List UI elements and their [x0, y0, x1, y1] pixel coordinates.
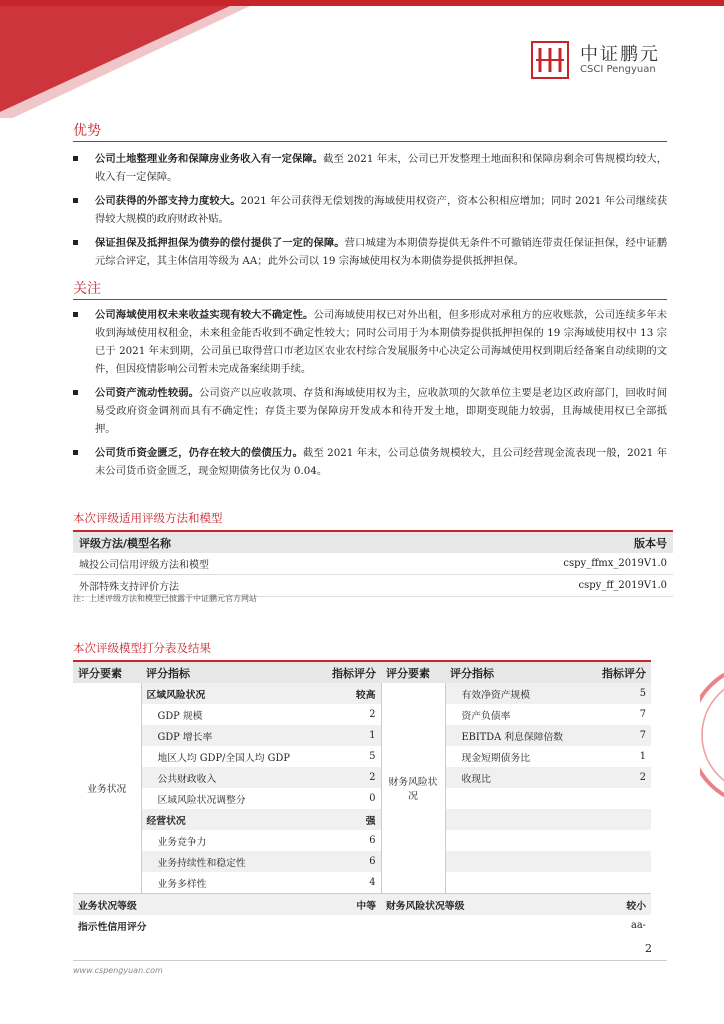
score-indicator: GDP 规模	[141, 704, 311, 725]
method-version: cspy_ffmx_2019V1.0	[404, 553, 673, 575]
scores-header: 评分指标	[445, 661, 585, 683]
bullet-square-icon	[73, 198, 78, 203]
score-indicator: 经营状况	[141, 809, 311, 830]
concern-item-heading: 公司货币资金匮乏，仍存在较大的偿债压力。	[95, 447, 303, 459]
score-value: 5	[369, 751, 376, 762]
pengyuan-logo-icon	[530, 40, 570, 80]
score-indicator: EBITDA 利息保障倍数	[445, 725, 585, 746]
bullet-square-icon	[73, 156, 78, 161]
table-row	[73, 553, 673, 575]
score-indicator: 有效净资产规模	[445, 683, 585, 704]
footer-website: www.cspengyuan.com	[73, 966, 163, 975]
concern-item	[73, 444, 667, 480]
strength-item-heading: 公司土地整理业务和保障房业务收入有一定保障。	[95, 153, 324, 165]
bullet-square-icon	[73, 390, 78, 395]
score-value: 2	[311, 767, 381, 788]
score-indicator: 区域风险状况调整分	[141, 788, 311, 809]
score-value: 6	[311, 851, 381, 872]
strength-item-text: 2021 年公司获得无偿划拨的海域使用权资产，资本公积相应增加；同时 2021 年公司继续获得较大规模的政府财政补贴。	[95, 195, 667, 225]
table-row	[73, 704, 651, 725]
company-logo	[530, 40, 680, 80]
strength-item	[73, 192, 667, 228]
methods-header-name: 评级方法/模型名称	[73, 531, 404, 553]
strength-item-heading: 公司获得的外部支持力度较大。	[95, 195, 241, 207]
score-indicator: 现金短期债务比	[445, 746, 585, 767]
scores-header: 指标评分	[585, 661, 651, 683]
table-row	[73, 915, 651, 936]
score-value: 4	[369, 877, 376, 888]
brand-name-cn: 中证鹏元	[580, 44, 660, 65]
methods-header-version: 版本号	[404, 531, 673, 553]
method-name: 外部特殊支持评价方法	[73, 575, 404, 597]
page-number: 2	[645, 942, 652, 955]
footer-divider	[73, 960, 667, 961]
strength-item-heading: 保证担保及抵押担保为债券的偿付提供了一定的保障。	[95, 237, 345, 249]
methods-title: 本次评级适用评级方法和模型	[73, 511, 223, 525]
bullet-square-icon	[73, 450, 78, 455]
concern-item-heading: 公司资产流动性较弱。	[95, 387, 200, 399]
score-value: 6	[369, 835, 376, 846]
strength-item	[73, 150, 667, 186]
business-grade: 中等	[311, 894, 381, 916]
table-row	[73, 872, 651, 894]
score-value: 0	[369, 793, 376, 804]
red-seal-stamp	[700, 650, 724, 820]
method-version: cspy_ff_2019V1.0	[404, 575, 673, 597]
table-row	[73, 683, 651, 704]
scores-header: 指标评分	[311, 661, 381, 683]
scores-header: 评分要素	[73, 661, 141, 683]
brand-name-en: CSCI Pengyuan	[580, 64, 656, 75]
business-grade-label: 业务状况等级	[73, 894, 311, 916]
strengths-divider	[73, 141, 667, 142]
concern-item-text: 公司资产以应收款项、存货和海域使用权为主，应收款项的欠款单位主要是老边区政府部门，回收时间易受政府资金调剂而具有不确定性；存货主要为保障房开发成本和待开发土地，即期变现能力较弱，且海域使用权已全部抵押。	[95, 387, 668, 435]
scores-table	[73, 660, 651, 936]
score-indicator: 业务多样性	[141, 872, 311, 894]
concern-item	[73, 306, 667, 378]
table-row	[73, 788, 651, 809]
score-indicator: 区域风险状况	[141, 683, 311, 704]
indicative-score: aa-	[631, 920, 646, 931]
table-row	[73, 830, 651, 851]
methods-note: 注：上述评级方法和模型已披露于中证鹏元官方网站	[73, 594, 257, 603]
score-indicator: 地区人均 GDP/全国人均 GDP	[141, 746, 311, 767]
score-value: 7	[639, 709, 646, 720]
score-value: 1	[311, 725, 381, 746]
financial-grade-label: 财务风险状况等级	[381, 894, 585, 916]
financial-factor: 财务风险状况	[381, 683, 445, 894]
score-indicator: GDP 增长率	[141, 725, 311, 746]
concern-item	[73, 384, 667, 438]
concern-item-heading: 公司海域使用权未来收益实现有较大不确定性。	[95, 309, 314, 321]
business-factor: 业务状况	[87, 784, 127, 795]
strength-item-text: 截至 2021 年末，公司已开发整理土地面积和保障房剩余可售规模均较大，收入有一定保障。	[95, 153, 668, 183]
table-row	[73, 809, 651, 830]
score-indicator: 业务持续性和稳定性	[141, 851, 311, 872]
score-value: 强	[311, 809, 381, 830]
table-row	[73, 767, 651, 788]
score-value: 2	[585, 767, 651, 788]
method-name: 城投公司信用评级方法和模型	[73, 553, 404, 575]
scores-header: 评分指标	[141, 661, 311, 683]
strength-item	[73, 234, 667, 270]
concern-item-text: 公司海域使用权已对外出租，但多形成对承租方的应收账款，公司连续多年未收到海域使用权租金，未来租金能否收到不确定性较大；同时公司用于为本期债券提供抵押担保的 19 宗海域使用权中 13 宗已于 2021 年末到期，公司虽已取得营口市老边区农业农村综合发展服务中心决定公司海域使用权到期后经备案自动续期的文件，但因疫情影响公司暂未完成备案续期手续。	[95, 309, 668, 375]
strength-item-text: 营口城建为本期债券提供无条件不可撤销连带责任保证担保，经中证鹏元综合评定，其主体信用等级为 AA；此外公司以 19 宗海域使用权为本期债券提供抵押担保。	[95, 237, 668, 267]
score-indicator: 业务竞争力	[141, 830, 311, 851]
table-row	[73, 851, 651, 872]
concerns-divider	[73, 299, 667, 300]
scores-header: 评分要素	[381, 661, 445, 683]
score-indicator: 收现比	[445, 767, 585, 788]
strengths-title: 优势	[73, 123, 101, 139]
score-indicator: 公共财政收入	[141, 767, 311, 788]
scores-title: 本次评级模型打分表及结果	[73, 641, 211, 655]
financial-grade: 较小	[585, 894, 651, 916]
bullet-square-icon	[73, 240, 78, 245]
score-value: 5	[585, 683, 651, 704]
table-row	[73, 725, 651, 746]
score-value: 7	[585, 725, 651, 746]
score-value: 较高	[311, 683, 381, 704]
score-indicator: 资产负债率	[445, 704, 585, 725]
score-value: 1	[639, 751, 646, 762]
table-row	[73, 746, 651, 767]
table-row	[73, 894, 651, 916]
concern-item-text: 截至 2021 年末，公司总债务规模较大，且公司经营现金流表现一般，2021 年末公司货币资金匮乏，现金短期债务比仅为 0.04。	[95, 447, 667, 477]
indicative-score-label: 指示性信用评分	[78, 921, 147, 933]
bullet-square-icon	[73, 312, 78, 317]
score-value: 2	[369, 709, 376, 720]
methods-table	[73, 530, 673, 597]
concerns-title: 关注	[73, 281, 101, 297]
